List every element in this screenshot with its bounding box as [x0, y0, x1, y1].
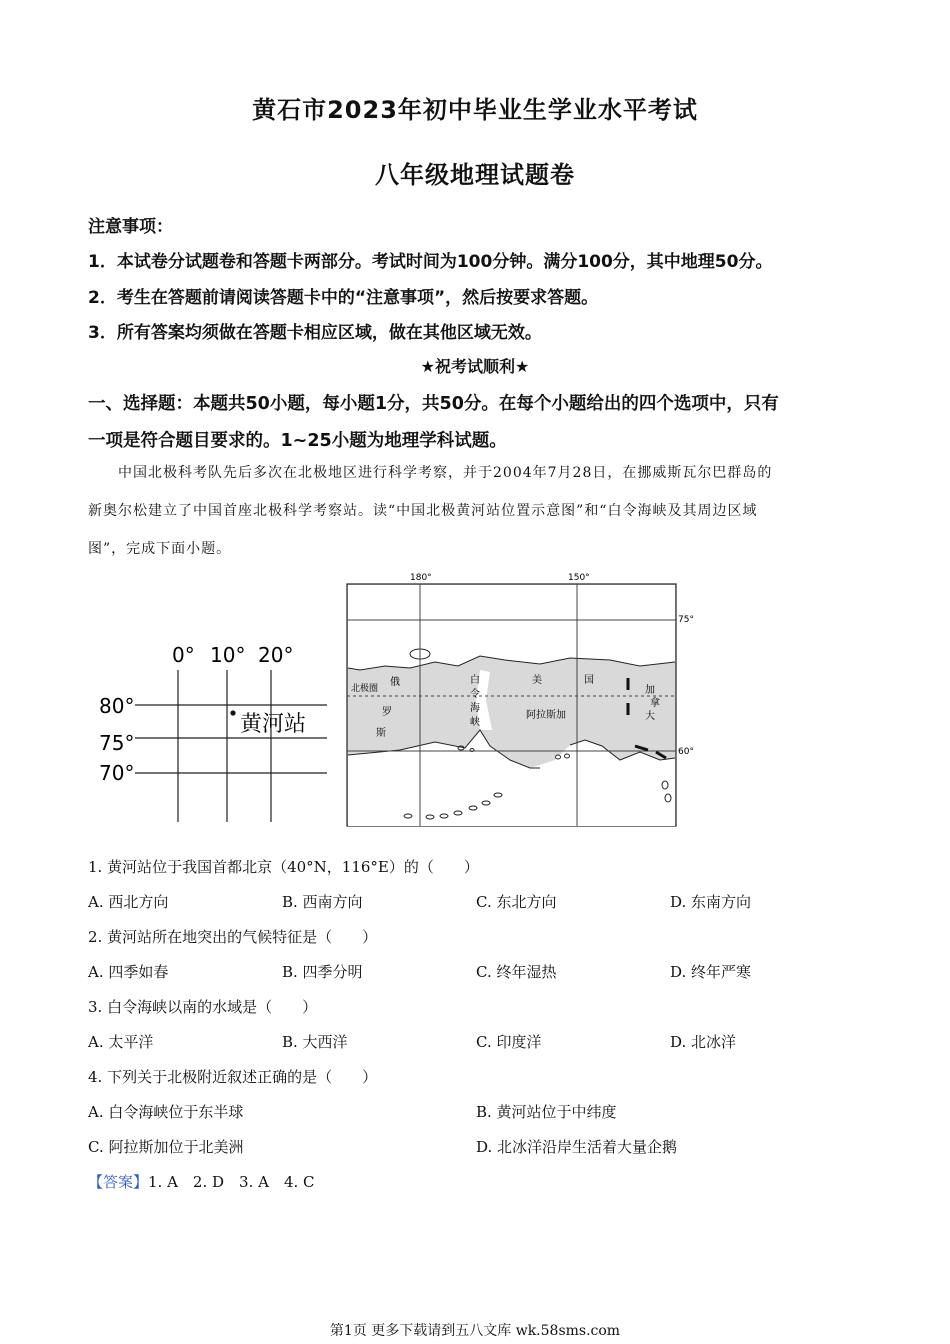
q3-option-d[interactable]: D. 北冰洋: [670, 1033, 737, 1051]
lat-label-60-right: 60°: [678, 747, 694, 757]
q4-option-c[interactable]: C. 阿拉斯加位于北美洲: [88, 1138, 244, 1156]
russia-char-1: 俄: [390, 677, 400, 688]
lat-label-80: 80°: [99, 694, 135, 718]
answer-line: [88, 1171, 315, 1192]
arctic-circle-label: 北极圈: [351, 684, 379, 694]
q2-option-b[interactable]: B. 四季分明: [282, 963, 363, 981]
q4-option-a[interactable]: A. 白令海峡位于东半球: [88, 1103, 244, 1121]
station-label: 黄河站: [240, 712, 307, 737]
canada-char-1: 加: [645, 685, 655, 696]
q4-option-d[interactable]: D. 北冰洋沿岸生活着大量企鹅: [476, 1138, 678, 1156]
notice-item-2: 2．考生在答题前请阅读答题卡中的“注意事项”，然后按要求答题。: [88, 288, 599, 308]
intro-line-2: 新奥尔松建立了中国首座北极科学考察站。读“中国北极黄河站位置示意图”和“白令海峡及其周边区域: [88, 503, 758, 519]
canada-char-3: 大: [645, 711, 655, 722]
lat-label-75-right: 75°: [678, 615, 694, 625]
canada-char-2: 拿: [650, 698, 660, 709]
lat-label-70: 70°: [99, 761, 135, 785]
russia-char-2: 罗: [382, 707, 392, 718]
intro-line-3: 图”，完成下面小题。: [88, 541, 232, 557]
lon-label-20: 20°: [258, 643, 294, 667]
lon-label-10: 10°: [210, 643, 246, 667]
q2-option-c[interactable]: C. 终年湿热: [476, 963, 557, 981]
alaska-label: 阿拉斯加: [526, 710, 566, 721]
huanghe-location-map: [95, 640, 335, 825]
usa-char-1: 美: [532, 675, 542, 686]
lat-label-75: 75°: [99, 731, 135, 755]
bering-char-3: 海: [470, 703, 480, 714]
q1-option-d[interactable]: D. 东南方向: [670, 893, 752, 911]
notice-item-3: 3．所有答案均须做在答题卡相应区域，做在其他区域无效。: [88, 323, 542, 343]
bering-strait-map: [340, 570, 700, 830]
section-line-1: 一、选择题：本题共50小题，每小题1分，共50分。在每个小题给出的四个选项中，只有: [88, 394, 779, 414]
q3-option-b[interactable]: B. 大西洋: [282, 1033, 348, 1051]
lon-label-150: 150°: [568, 573, 590, 583]
wish-line: ★祝考试顺利★: [420, 357, 530, 376]
station-dot: [230, 710, 235, 715]
bering-char-1: 白: [470, 675, 480, 686]
q2-option-a[interactable]: A. 四季如春: [88, 963, 169, 981]
q1-option-a[interactable]: A. 西北方向: [88, 893, 169, 911]
q4-option-b[interactable]: B. 黄河站位于中纬度: [476, 1103, 617, 1121]
bering-char-4: 峡: [470, 717, 480, 728]
notice-heading: 注意事项：: [88, 217, 173, 237]
q2-option-d[interactable]: D. 终年严寒: [670, 963, 752, 981]
lon-label-0: 0°: [172, 643, 195, 667]
notice-item-1: 1．本试卷分试题卷和答题卡两部分。考试时间为100分钟。满分100分，其中地理50分。: [88, 252, 773, 272]
usa-char-2: 国: [584, 675, 594, 686]
page-title: 黄石市2023年初中毕业生学业水平考试: [252, 96, 698, 124]
q3-option-c[interactable]: C. 印度洋: [476, 1033, 542, 1051]
q1-option-c[interactable]: C. 东北方向: [476, 893, 557, 911]
question-4-stem: 4. 下列关于北极附近叙述正确的是（ ）: [88, 1068, 378, 1086]
answer-text: 1. A 2. D 3. A 4. C: [148, 1173, 315, 1191]
section-line-2: 一项是符合题目要求的。1~25小题为地理学科试题。: [88, 431, 507, 451]
question-2-stem: 2. 黄河站所在地突出的气候特征是（ ）: [88, 928, 378, 946]
page-footer: 第1页 更多下载请到五八文库 wk.58sms.com: [329, 1323, 621, 1339]
question-1-stem: 1. 黄河站位于我国首都北京（40°N，116°E）的（ ）: [88, 858, 479, 876]
page-subtitle: 八年级地理试题卷: [375, 161, 575, 189]
answer-tag: 【答案】: [88, 1173, 149, 1191]
lon-label-180: 180°: [410, 573, 432, 583]
russia-char-3: 斯: [376, 728, 386, 739]
question-3-stem: 3. 白令海峡以南的水域是（ ）: [88, 998, 318, 1016]
q1-option-b[interactable]: B. 西南方向: [282, 893, 363, 911]
intro-line-1: 中国北极科考队先后多次在北极地区进行科学考察，并于2004年7月28日，在挪威斯瓦尔巴群岛的: [118, 465, 773, 481]
q3-option-a[interactable]: A. 太平洋: [88, 1033, 154, 1051]
bering-char-2: 令: [470, 689, 480, 700]
